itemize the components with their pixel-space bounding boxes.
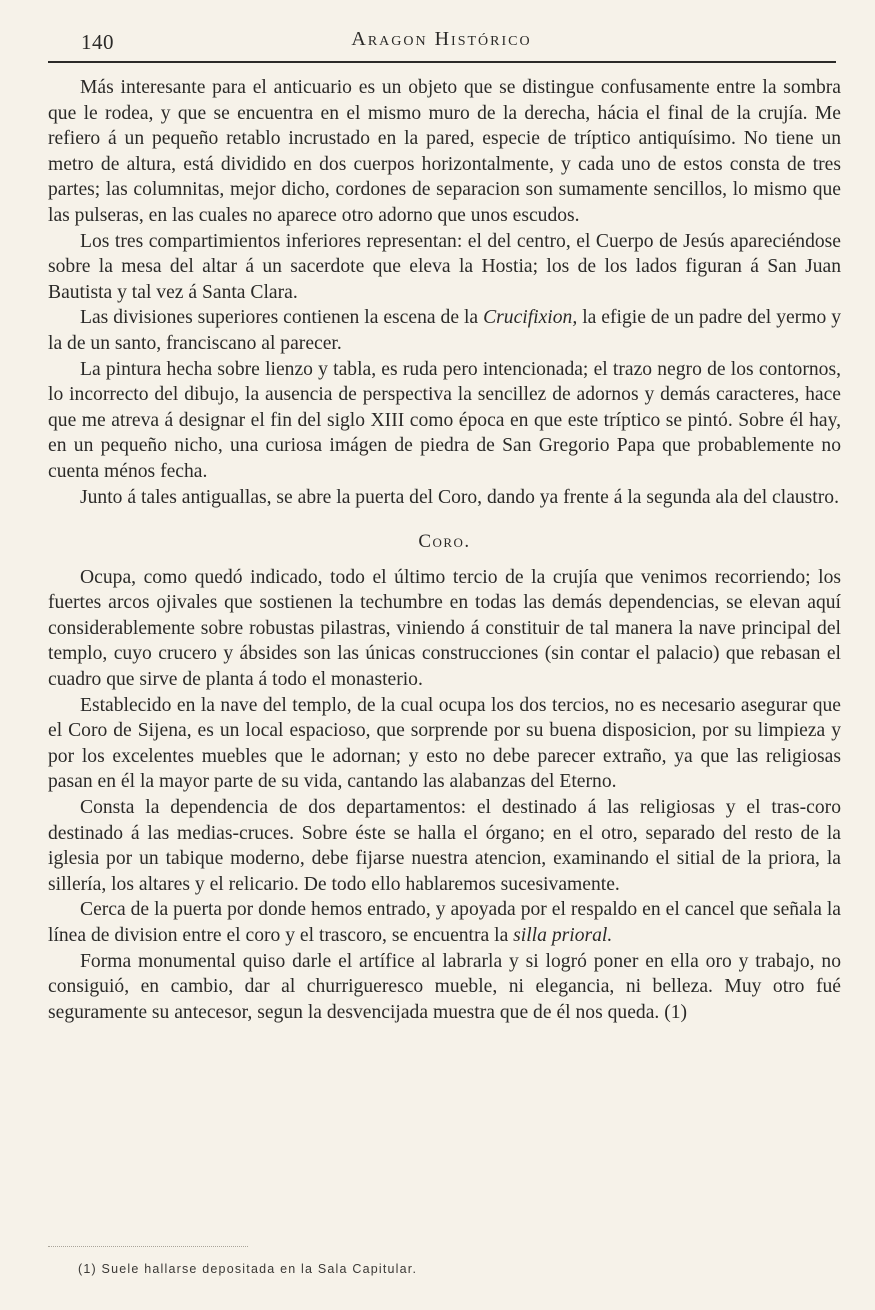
paragraph bbox=[48, 897, 841, 948]
paragraph: Los tres compartimientos inferiores representan: el del centro, el Cuerpo de Jesús apareciéndose sobre la mesa del altar á un sacerdote que eleva la Hostia; los de los lados figuran á San Juan Bautista y tal vez á Santa Clara. bbox=[48, 230, 841, 303]
body-text bbox=[48, 75, 841, 1025]
paragraph: La pintura hecha sobre lienzo y tabla, es ruda pero intencionada; el trazo negro de los contornos, lo incorrecto del dibujo, la ausencia de perspectiva la sencillez de adornos y demás caracteres, hace que me atreva á designar el fin del siglo XIII como época en que este tríptico se pintó. Sobre él hay, en un pequeño nicho, una curiosa imágen de piedra de San Gregorio Papa que probablemente no cuenta ménos fecha. bbox=[48, 358, 841, 482]
running-title: Aragon Histórico bbox=[351, 28, 532, 50]
paragraph bbox=[48, 305, 841, 356]
paragraph: Establecido en la nave del templo, de la cual ocupa los dos tercios, no es necesario asegurar que el Coro de Sijena, es un local espacioso, que sorprende por su buena disposicion, por su limpieza y por los excelentes muebles que le adornan; y esto no debe parecer extraño, ya que las religiosas pasan en él la mayor parte de su vida, cantando las alabanzas del Eterno. bbox=[48, 694, 841, 793]
italic-term: silla prioral. bbox=[513, 925, 613, 946]
paragraph: Más interesante para el anticuario es un objeto que se distingue confusamente entre la sombra que le rodea, y que se encuentra en el mismo muro de la derecha, hácia el final de la crujía. Me refiero á un pequeño retablo incrustado en la pared, especie de tríptico antiquísimo. No tiene un metro de altura, está dividido en dos cuerpos horizontalmente, y cada uno de estos consta de tres partes; las columnitas, mejor dicho, cordones de separacion son sumamente sencillos, lo mismo que las pulseras, en las cuales no aparece otro adorno que unos escudos. bbox=[48, 77, 841, 226]
section-heading: Coro. bbox=[418, 531, 471, 553]
paragraph: Junto á tales antiguallas, se abre la puerta del Coro, dando ya frente á la segunda ala del claustro. bbox=[80, 486, 839, 508]
footnote: (1) Suele hallarse depositada en la Sala Capitular. bbox=[78, 1262, 418, 1276]
page-number: 140 bbox=[81, 30, 114, 54]
paragraph-text: Cerca de la puerta por donde hemos entrado, y apoyada por el respaldo en el cancel que señala la línea de division entre el coro y el trascoro, se encuentra la bbox=[48, 899, 841, 946]
paragraph: Consta la dependencia de dos departamentos: el destinado á las religiosas y el tras-coro destinado á las medias-cruces. Sobre éste se halla el órgano; en el otro, separado del resto de la iglesia por un tabique moderno, debe fijarse nuestra atencion, examinando el sitial de la priora, la sillería, los altares y el relicario. De todo ello hablaremos sucesivamente. bbox=[48, 797, 841, 895]
header-rule bbox=[48, 61, 836, 63]
paragraph: Ocupa, como quedó indicado, todo el último tercio de la crujía que venimos recorriendo; los fuertes arcos ojivales que sostienen la techumbre en todas las demás dependencias, se elevan aquí considerablemente sobre robustas pilastras, viniendo á constituir de tal manera la nave principal del templo, cuyo crucero y ábsides son las únicas construcciones (sin contar el palacio) que rebasan el cuadro que sirve de planta á todo el monasterio. bbox=[48, 566, 841, 691]
paragraph-text: la efigie de un padre del yermo y la de un santo, franciscano al parecer. bbox=[48, 307, 841, 354]
page-header bbox=[48, 22, 835, 62]
italic-term: Crucifixion, bbox=[483, 307, 578, 329]
paragraph: Forma monumental quiso darle el artífice al labrarla y si logró poner en ella oro y trabajo, no consiguió, en cambio, dar al churrigueresco mueble, ni elegancia, ni belleza. Muy otro fué seguramente su antecesor, segun la desvencijada muestra que de él nos queda. (1) bbox=[48, 950, 841, 1023]
paragraph-text: Las divisiones superiores contienen la escena de la bbox=[80, 307, 484, 329]
footnote-separator bbox=[48, 1246, 248, 1247]
